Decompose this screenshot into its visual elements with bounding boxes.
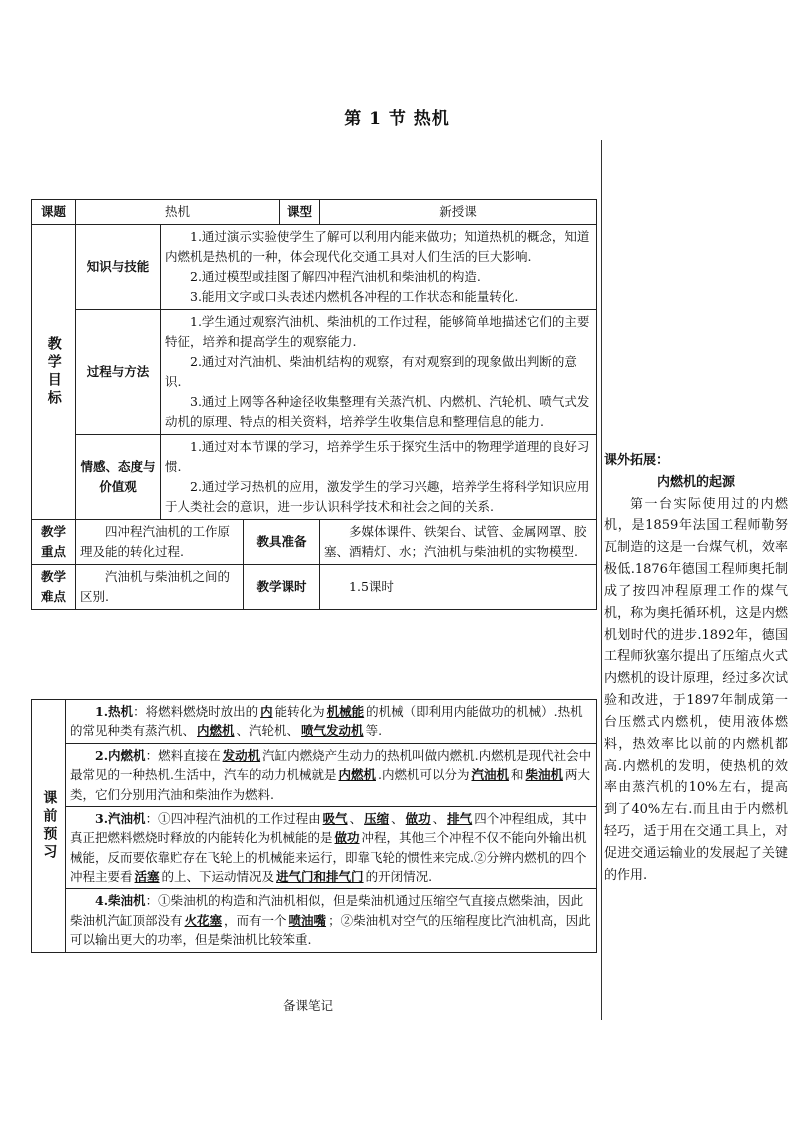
goal-line: 1.通过演示实验使学生了解可以利用内能来做功；知道热机的概念，知道内燃机是热机的一种，体会现代化交通工具对人们生活的巨大影响. xyxy=(165,229,590,264)
text: ：燃料直接在 xyxy=(145,747,221,763)
answer-blank: 发动机 xyxy=(222,747,261,763)
text: 、 xyxy=(349,810,363,826)
preview-table xyxy=(31,699,597,953)
lesson-info-table xyxy=(31,199,597,610)
goal-line: 2.通过学习热机的应用，激发学生的学习兴趣，培养学生将科学知识应用于人类社会的意识，进一步认识科学技术和社会之间的关系. xyxy=(165,479,590,514)
text: 的开闭情况. xyxy=(365,869,433,884)
goal-line: 2.通过对汽油机、柴油机结构的观察，有对观察到的现象做出判断的意识. xyxy=(165,354,577,389)
answer-blank: 火花塞 xyxy=(184,912,223,928)
key-row xyxy=(32,520,597,565)
label-preview: 课前预习 xyxy=(41,789,58,862)
answer-blank: 柴油机 xyxy=(525,767,564,783)
label-type: 课型 xyxy=(280,200,320,225)
answer-blank: 喷油嘴 xyxy=(288,912,327,928)
answer-blank: 活塞 xyxy=(134,869,160,884)
answer-blank: 内燃机 xyxy=(338,767,376,783)
answer-blank: 机械能 xyxy=(326,704,365,719)
text: ：①柴油机的构造和汽油机相似，但是柴油机通过压缩空气直接点燃柴油，因此柴油机汽缸顶部没有 xyxy=(70,893,584,928)
text: 能转化为 xyxy=(274,704,325,719)
answer-blank: 汽油机 xyxy=(471,767,509,783)
goal-line: 2.通过模型或挂图了解四冲程汽油机和柴油机的构造. xyxy=(190,269,481,284)
preview-heat-engine xyxy=(66,700,597,744)
difficult-row xyxy=(32,565,597,610)
answer-blank: 吸气 xyxy=(322,810,348,826)
term-diesel-engine: 4.柴油机 xyxy=(95,893,146,909)
answer-blank: 做功 xyxy=(405,810,431,826)
goal-line: 1.通过对本节课的学习，培养学生乐于探究生活中的物理学道理的良好习惯. xyxy=(165,439,590,474)
goal-row-attitude xyxy=(32,435,597,520)
footer-note: 备课笔记 xyxy=(283,998,334,1013)
key-value: 四冲程汽油机的工作原理及能的转化过程. xyxy=(76,520,244,565)
preview-row-3 xyxy=(32,806,597,889)
goal-line: 3.通过上网等各种途径收集整理有关蒸汽机、内燃机、汽轮机、喷气式发动机的原理、特点的相关资料，培养学生收集信息和整理信息的能力. xyxy=(165,394,590,429)
goal-content-attitude xyxy=(161,435,597,520)
text: ，而有一个 xyxy=(224,912,287,928)
text: 两大类，它们分别用汽油和柴油作为燃料. xyxy=(70,767,591,802)
preview-gasoline-engine xyxy=(66,806,597,889)
course-row xyxy=(32,200,597,225)
text: 冲程，其他三个冲程不仅不能向外输出机械能，反而要依靠贮存在飞轮上的机械能来运行，即靠飞轮的惯性来完成.②分辨内燃机的四个冲程主要看 xyxy=(70,830,587,884)
term-heat-engine: 1.热机 xyxy=(95,704,134,719)
goal-line: 3.能用文字或口头表述内燃机各冲程的工作状态和能量转化. xyxy=(190,289,519,304)
label-goals-cell xyxy=(32,225,76,520)
preview-row-2 xyxy=(32,743,597,806)
answer-blank: 内 xyxy=(260,704,273,719)
sidebar-text: 第一台实际使用过的内燃机，是1859年法国工程师勒努瓦制造的这是一台煤气机，效率极低.1876年德国工程师奥托制成了按四冲程原理工作的煤气机，称为奥托循环机，这是内燃机划时代的进步.1892年，德国工程师狄塞尔提出了压缩点火式内燃机的设计原理，经过多次试验和改进，于1897年制成第一台压燃式内燃机，使用液体燃料，热效率比以前的内燃机都高.内燃机的发明，使热机的效率由蒸汽机的10%左右，提高到了40%左右.而且由于内燃机轻巧，适于用在交通工具上，对促进交通运输业的发展起了关键的作用. xyxy=(604,496,788,883)
preview-internal-combustion xyxy=(66,743,597,806)
answer-blank: 进气门和排气门 xyxy=(276,869,364,884)
preview-diesel-engine xyxy=(66,889,597,952)
label-goals: 教学目标 xyxy=(45,336,62,408)
answer-blank: 内燃机 xyxy=(197,723,235,739)
label-hours: 教学课时 xyxy=(244,565,320,610)
label-tools: 教具准备 xyxy=(244,520,320,565)
term-gasoline-engine: 3.汽油机 xyxy=(95,810,146,826)
label-preview-cell xyxy=(32,700,66,953)
text: 的机械（即利用内能做功的机械）.热机的常见种类有蒸汽机、 xyxy=(70,704,583,739)
text: 、 xyxy=(432,810,446,826)
preview-row-1 xyxy=(32,700,597,744)
goal-name-process: 过程与方法 xyxy=(76,310,161,435)
sidebar-extension xyxy=(604,450,788,887)
term-internal-combustion: 2.内燃机 xyxy=(95,747,146,763)
label-difficult: 教学难点 xyxy=(32,565,76,610)
answer-blank: 做功 xyxy=(334,830,360,846)
text: 四个冲程组成，其中真正把燃料燃烧时释放的内能转化为机械能的是 xyxy=(70,810,587,846)
label-course: 课题 xyxy=(32,200,76,225)
goal-content-knowledge xyxy=(161,225,597,310)
label-key: 教学重点 xyxy=(32,520,76,565)
text: 、 xyxy=(391,810,404,826)
goal-name-attitude: 情感、态度与价值观 xyxy=(76,435,161,520)
sidebar-heading: 课外拓展： xyxy=(604,453,670,468)
page-title: 第 1 节 热机 xyxy=(344,109,450,129)
text: ：将燃料燃烧时放出的 xyxy=(133,704,259,719)
course-value: 热机 xyxy=(76,200,280,225)
text: 的上、下运动情况及 xyxy=(161,869,275,884)
text: 汽缸内燃烧产生动力的热机叫做内燃机.内燃机是现代社会中最常见的一种热机.生活中，汽车的动力机械就是 xyxy=(70,747,592,783)
margin-divider xyxy=(601,140,602,1020)
goal-row-process xyxy=(32,310,597,435)
text: ：①四冲程汽油机的工作过程由 xyxy=(145,810,321,826)
sidebar-subheading: 内燃机的起源 xyxy=(656,474,735,490)
text: .内燃机可以分为 xyxy=(378,767,470,783)
text: 和 xyxy=(511,767,524,783)
answer-blank: 喷气发动机 xyxy=(301,723,364,739)
goal-line: 1.学生通过观察汽油机、柴油机的工作过程，能够简单地描述它们的主要特征，培养和提高学生的观察能力. xyxy=(165,314,590,349)
difficult-value: 汽油机与柴油机之间的区别. xyxy=(76,565,244,610)
answer-blank: 压缩 xyxy=(364,810,390,826)
answer-blank: 排气 xyxy=(447,810,473,826)
goal-content-process xyxy=(161,310,597,435)
type-value: 新授课 xyxy=(320,200,597,225)
tools-value: 多媒体课件、铁架台、试管、金属网罩、胶塞、酒精灯、水；汽油机与柴油机的实物模型. xyxy=(320,520,597,565)
goal-name-knowledge: 知识与技能 xyxy=(76,225,161,310)
text: ；②柴油机对空气的压缩程度比汽油机高，因此可以输出更大的功率，但是柴油机比较笨重. xyxy=(70,912,591,948)
text: 等. xyxy=(365,723,383,739)
hours-value: 1.5课时 xyxy=(320,565,597,610)
text: 、汽轮机、 xyxy=(236,723,300,739)
goal-row-knowledge xyxy=(32,225,597,310)
preview-row-4 xyxy=(32,889,597,952)
